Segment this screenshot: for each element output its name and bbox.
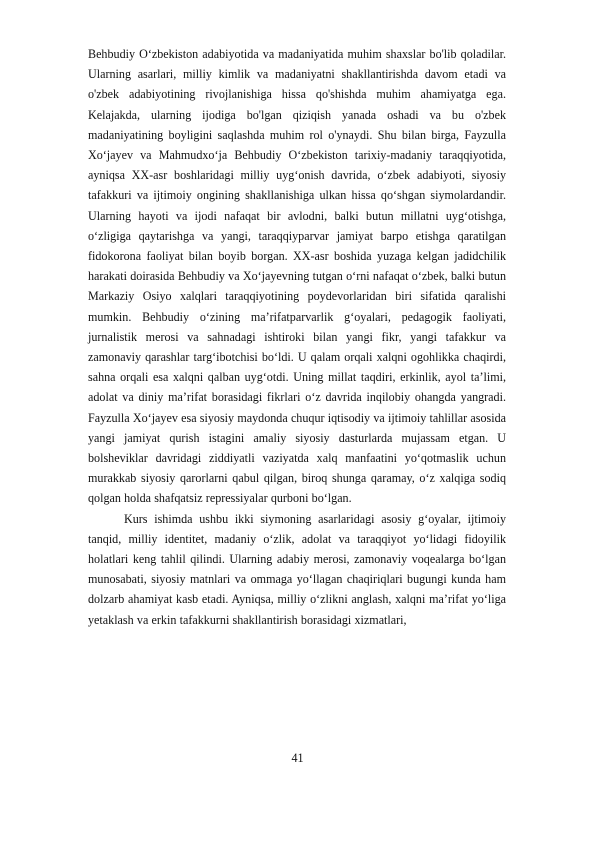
body-paragraph-2: Kurs ishimda ushbu ikki siymoning asarlaridagi asosiy g‘oyalar, ijtimoiy tanqid, milliy identitet, madaniy o‘zlik, adolat va taraqqiyot yo‘lidagi fidoyilik holatlari keng tahlil qilindi. Ularning adabiy merosi, zamonaviy voqealarga bo‘lgan munosabati, siyosiy matnlari va ommaga yo‘llagan chaqiriqlari bugungi kunda ham dolzarb ahamiyat kasb etadi. Ayniqsa, milliy o‘zlikni anglash, xalqni ma’rifat yo‘liga yetaklash va erkin tafakkurni shakllantirish borasidagi xizmatlari, <box>88 511 506 627</box>
page-number: 41 <box>291 751 304 765</box>
document-page <box>88 44 506 630</box>
body-paragraph-1: Behbudiy O‘zbekiston adabiyotida va madaniyatida muhim shaxslar bo'lib qoladilar. Ularning asarlari, milliy kimlik va madaniyatni shakllantirishda davom etadi va o'zbek adabiyotining rivojlanishiga hissa qo'shishda muhim ahamiyatga ega. Kelajakda, ularning ijodiga bo'lgan qiziqish yanada oshadi va bu o'zbek madaniyatining boyligini saqlashda muhim rol o'ynaydi. Shu bilan birga, Fayzulla Xo‘jayev va Mahmudxo‘ja Behbudiy O‘zbekiston tarixiy-madaniy taraqqiyotida, ayniqsa XX-asr boshlaridagi milliy uyg‘onish davrida, o‘zbek adabiyoti, siyosiy tafakkuri va ijtimoiy ongining shakllanishiga ulkan hissa qo‘shgan siymolardandir. Ularning hayoti va ijodi nafaqat bir avlodni, balki butun millatni uyg‘otishga, o‘zligiga qaytarishga va yangi, taraqqiyparvar jamiyat barpo etishga qaratilgan fidokorona faoliyat bilan boyib borgan. XX-asr boshida yuzaga kelgan jadidchilik harakati doirasida Behbudiy va Xo‘jayevning tutgan o‘rni nafaqat o‘zbek, balki butun Markaziy Osiyo xalqlari taraqqiyotining poydevorlaridan biri sifatida qaralishi mumkin. Behbudiy o‘zining ma’rifatparvarlik g‘oyalari, pedagogik faoliyati, jurnalistik merosi va sahnadagi ishtiroki bilan yangi fikr, yangi tafakkur va zamonaviy qarashlar targ‘ibotchisi bo‘ldi. U qalam orqali xalqni ogohlikka chaqirdi, sahna orqali esa xalqni qalban uyg‘otdi. Uning millat taqdiri, erkinlik, ayol ta’limi, adolat va diniy ma’rifat borasidagi fikrlari o‘z davrida inqilobiy ohangda yangradi. Fayzulla Xo‘jayev esa siyosiy maydonda chuqur iqtisodiy va ijtimoiy tahlillar asosida yangi jamiyat qurish istagini amaliy siyosiy dasturlarda mujassam etgan. U bolsheviklar davridagi ziddiyatli vaziyatda xalq manfaatini yo‘qotmaslik uchun murakkab siyosiy qarorlarni qabul qilgan, biroq shunga qaramay, o‘z xalqiga sodiq qolgan holda shafqatsiz repressiyalar qurboni bo‘lgan. <box>88 47 506 506</box>
